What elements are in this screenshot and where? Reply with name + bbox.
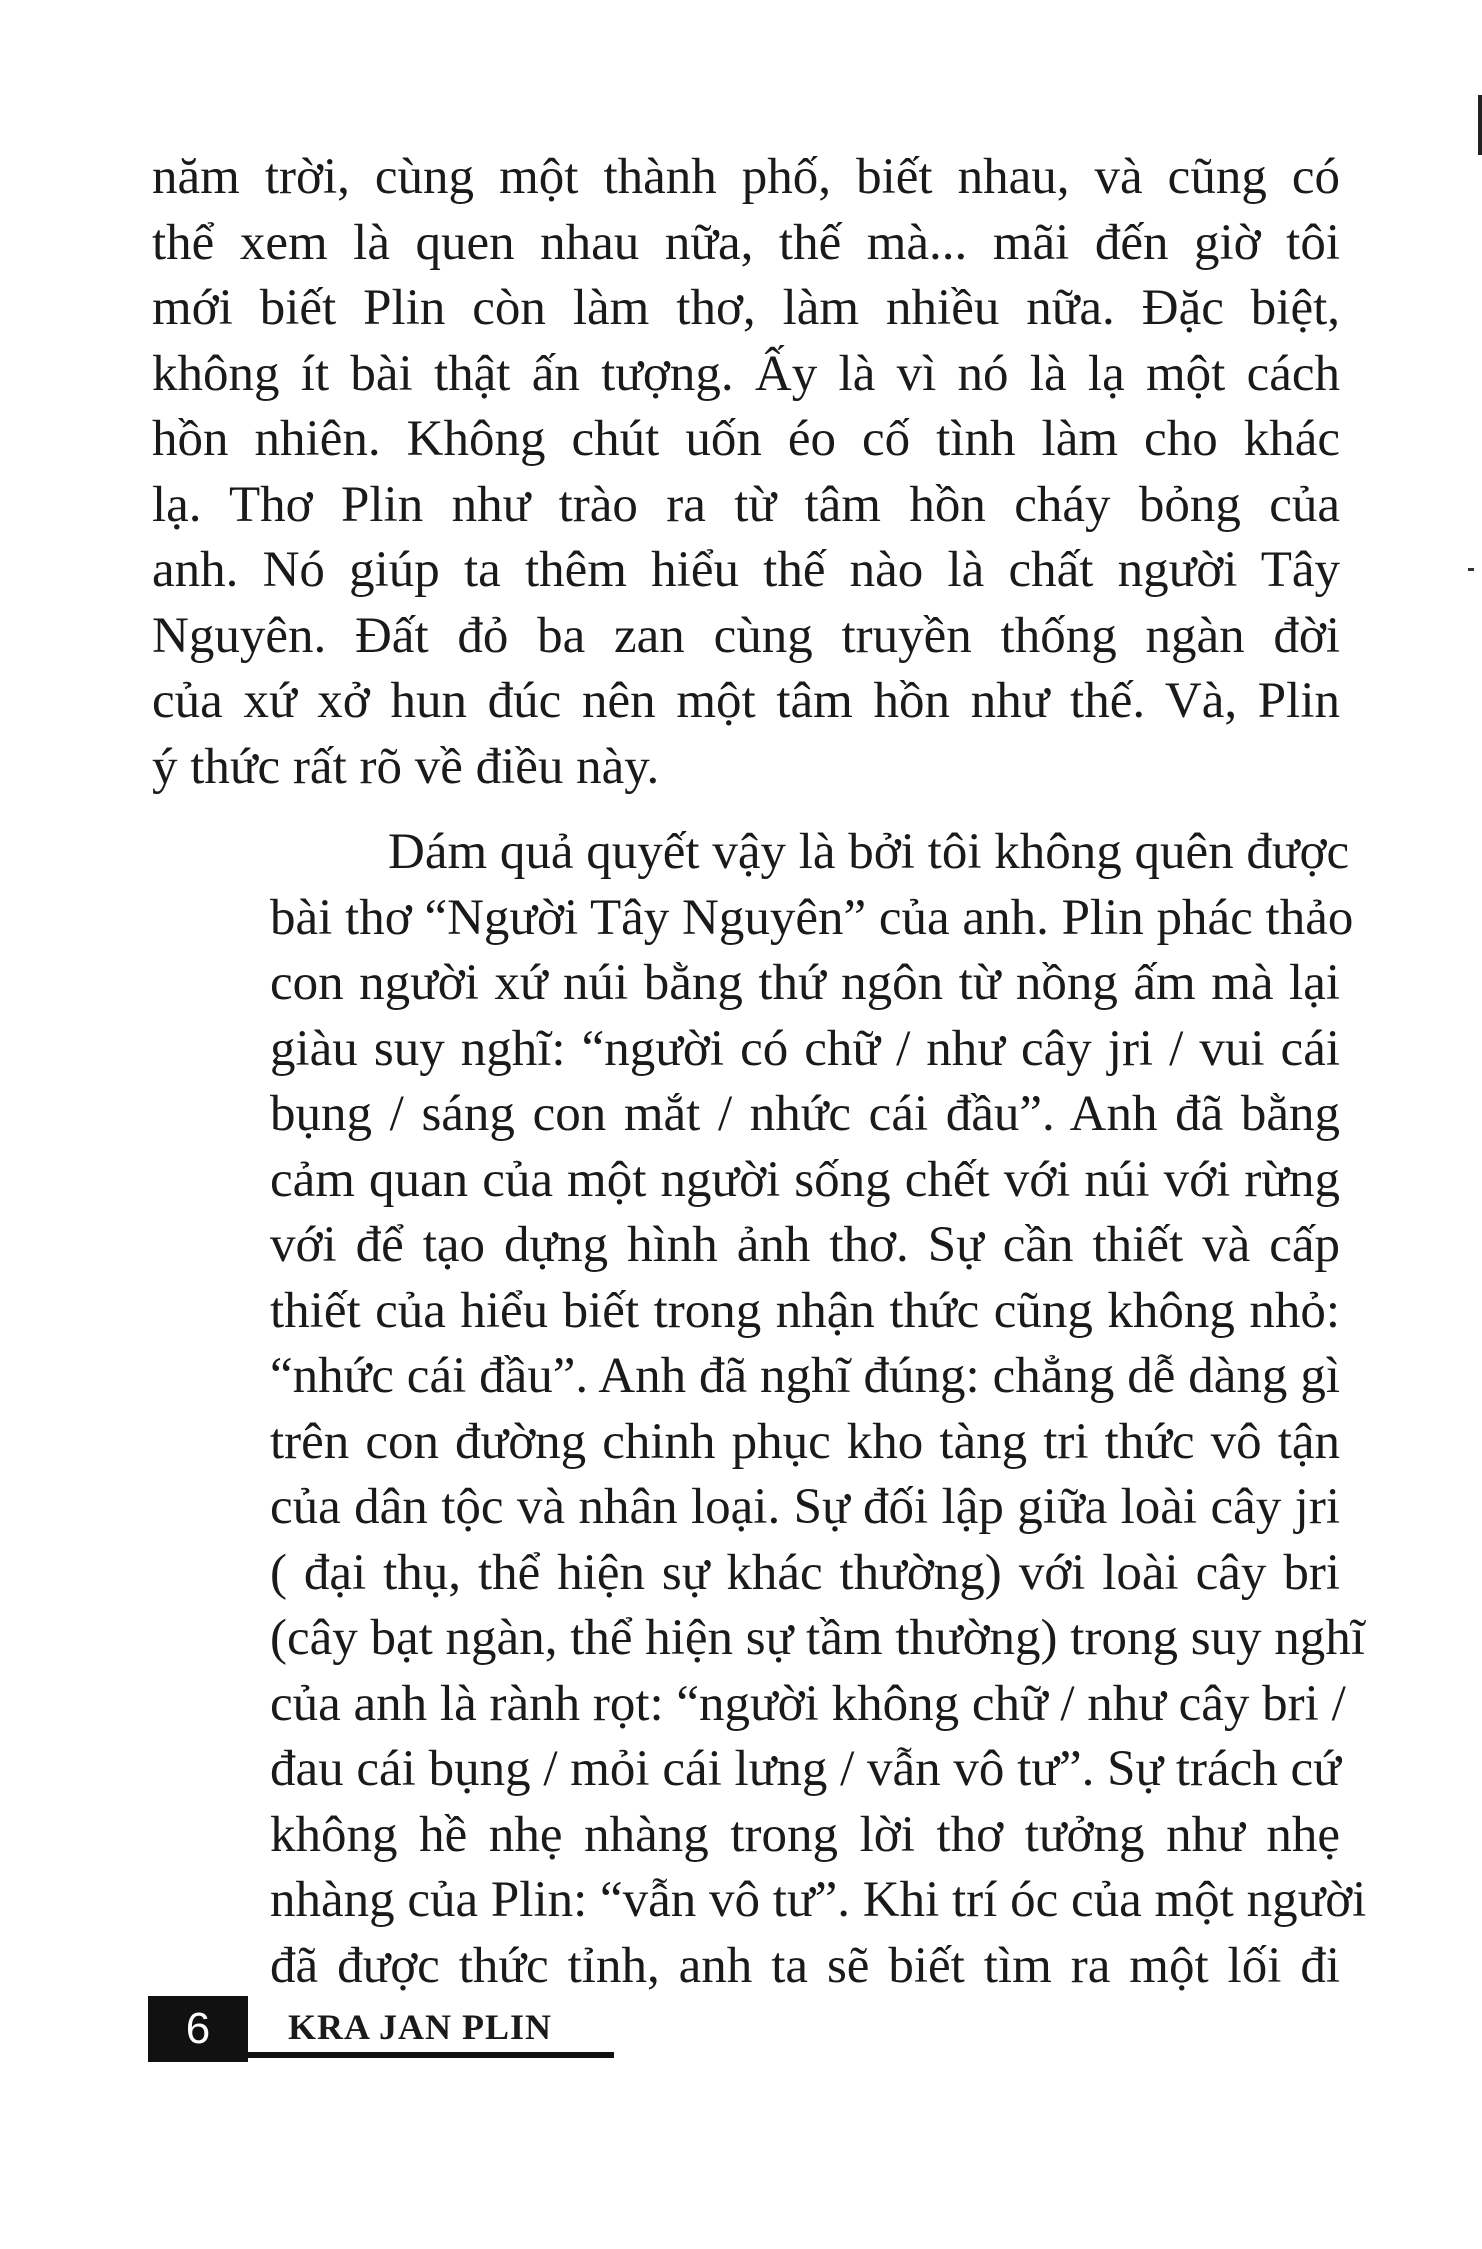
text-line: hồn nhiên. Không chút uốn éo cố tình làm cho khác (152, 411, 1340, 467)
text-line: (cây bạt ngàn, thể hiện sự tầm thường) trong suy nghĩ (270, 1610, 1365, 1666)
text-line: không ít bài thật ấn tượng. Ấy là vì nó là lạ một cách (152, 345, 1340, 402)
text-line: của dân tộc và nhân loại. Sự đối lập giữa loài cây jri (270, 1479, 1340, 1535)
text-line: đã được thức tỉnh, anh ta sẽ biết tìm ra một lối đi (270, 1937, 1340, 1994)
text-line: mới biết Plin còn làm thơ, làm nhiều nữa. Đặc biệt, (152, 280, 1340, 336)
text-line: giàu suy nghĩ: “người có chữ / như cây jri / vui cái (270, 1020, 1340, 1077)
text-line: thiết của hiểu biết trong nhận thức cũng không nhỏ: (270, 1282, 1340, 1339)
text-line: ( đại thụ, thể hiện sự khác thường) với loài cây bri (270, 1544, 1340, 1601)
text-line: Dám quả quyết vậy là bởi tôi không quên được (388, 824, 1350, 880)
page-edge-speck (1468, 568, 1474, 571)
text-line: trên con đường chinh phục kho tàng tri thức vô tận (270, 1413, 1340, 1470)
text-line: với để tạo dựng hình ảnh thơ. Sự cần thiết và cấp (270, 1217, 1340, 1273)
text-line: cảm quan của một người sống chết với núi với rừng (270, 1151, 1340, 1208)
text-line: con người xứ núi bằng thứ ngôn từ nồng ấm mà lại (270, 955, 1340, 1011)
text-line: bụng / sáng con mắt / nhức cái đầu”. Anh đã bằng (270, 1086, 1340, 1142)
footer-rule (248, 2052, 614, 2058)
text-line: ý thức rất rõ về điều này. (152, 738, 660, 795)
page-number: 6 (148, 1996, 248, 2062)
text-line: nhàng của Plin: “vẫn vô tư”. Khi trí óc của một người (270, 1872, 1367, 1928)
page-edge-mark (1478, 95, 1482, 155)
text-line: năm trời, cùng một thành phố, biết nhau, và cũng có (152, 149, 1340, 205)
text-line: thể xem là quen nhau nữa, thế mà... mãi đến giờ tôi (152, 214, 1340, 271)
page-footer (148, 1996, 614, 2062)
text-line: Nguyên. Đất đỏ ba zan cùng truyền thống ngàn đời (152, 607, 1340, 664)
paragraph-2 (152, 820, 1367, 1999)
text-line: không hề nhẹ nhàng trong lời thơ tưởng như nhẹ (270, 1806, 1340, 1863)
running-head: KRA JAN PLIN (288, 2007, 553, 2047)
text-line: anh. Nó giúp ta thêm hiểu thế nào là chất người Tây (152, 542, 1340, 598)
text-line: bài thơ “Người Tây Nguyên” của anh. Plin phác thảo (270, 889, 1354, 946)
text-line: của anh là rành rọt: “người không chữ / như cây bri / (270, 1675, 1346, 1732)
text-line: “nhức cái đầu”. Anh đã nghĩ đúng: chẳng dễ dàng gì (270, 1348, 1340, 1404)
text-line: lạ. Thơ Plin như trào ra từ tâm hồn cháy bỏng của (152, 476, 1340, 533)
text-line: của xứ xở hun đúc nên một tâm hồn như thế. Và, Plin (152, 673, 1340, 729)
text-line: đau cái bụng / mỏi cái lưng / vẫn vô tư”. Sự trách cứ (270, 1741, 1341, 1797)
paragraph-1 (152, 145, 1340, 800)
